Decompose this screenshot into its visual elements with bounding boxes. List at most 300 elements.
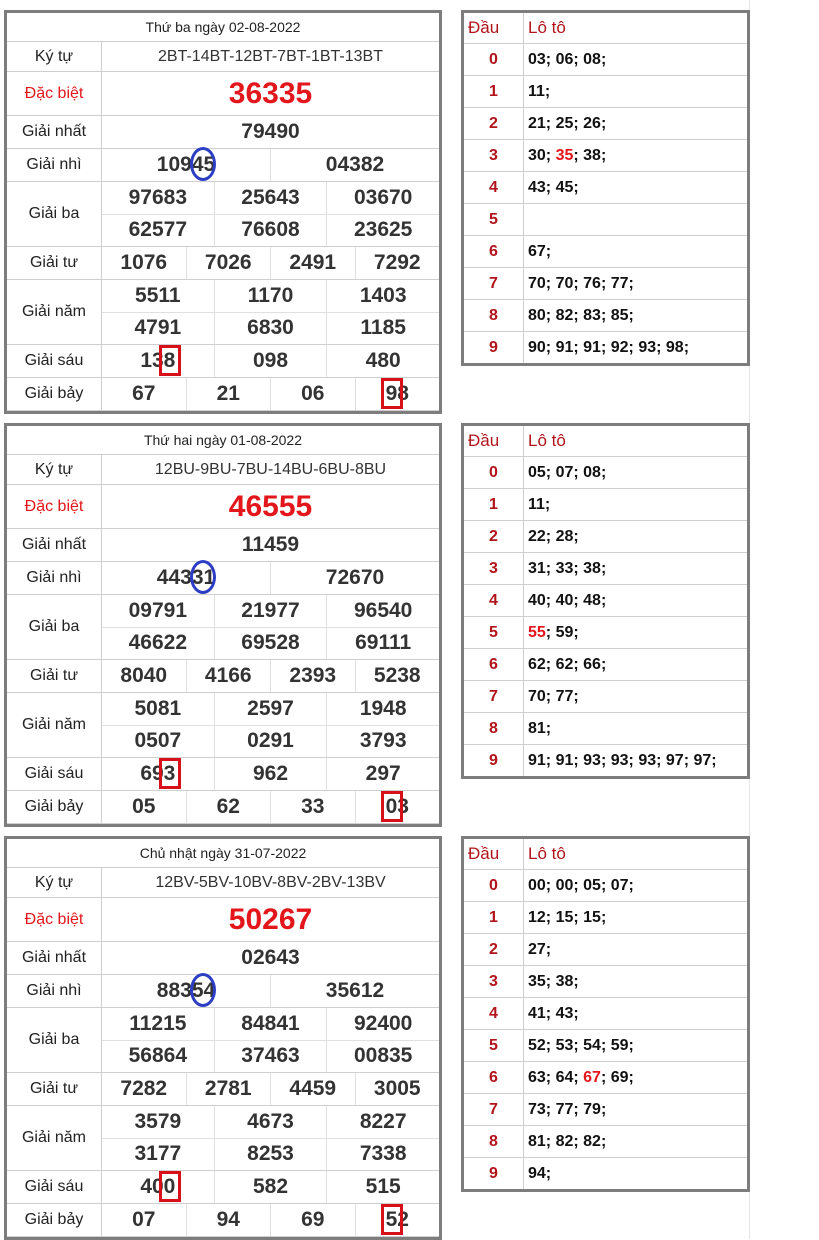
loto-number: 97 xyxy=(665,752,684,769)
prize-number: 23625 xyxy=(326,215,439,247)
loto-header xyxy=(464,13,747,44)
loto-row xyxy=(464,172,747,204)
prize-number: 7292 xyxy=(355,247,440,279)
ky-tu-code: 12BV-5BV-10BV-8BV-2BV-13BV xyxy=(155,873,386,891)
prize-number: 69528 xyxy=(214,628,327,660)
prize-number: 52 xyxy=(355,1204,440,1236)
prize-row xyxy=(7,455,439,485)
loto-row xyxy=(464,934,747,966)
loto-number: 59 xyxy=(610,1037,629,1054)
loto-number: 38 xyxy=(555,973,574,990)
prize-number: 33 xyxy=(270,791,355,823)
loto-values: 55; 59; xyxy=(528,624,579,641)
loto-number: 31 xyxy=(528,560,546,577)
loto-values: 27; xyxy=(528,941,552,958)
prize-number: 1948 xyxy=(326,693,439,725)
loto-row xyxy=(464,489,747,521)
prize-label: Giải ba xyxy=(7,1008,102,1072)
loto-number: 90 xyxy=(528,339,546,356)
prize-number: 1403 xyxy=(326,280,439,312)
loto-values: 52; 53; 54; 59; xyxy=(528,1037,634,1054)
loto-number: 35 xyxy=(528,973,546,990)
prize-number: 05 xyxy=(132,795,156,818)
loto-dau: 4 xyxy=(464,585,524,616)
loto-dau: 2 xyxy=(464,108,524,139)
prize-label: Đặc biệt xyxy=(7,898,102,941)
prize-number: 37463 xyxy=(214,1041,327,1073)
ky-tu-code: 12BU-9BU-7BU-14BU-6BU-8BU xyxy=(154,460,387,478)
loto-dau: 5 xyxy=(464,1030,524,1061)
loto-number: 93 xyxy=(583,752,601,769)
loto-header-loto: Lô tô xyxy=(528,18,566,37)
loto-table xyxy=(461,423,750,779)
loto-header-loto: Lô tô xyxy=(528,431,566,450)
loto-values: 12; 15; 15; xyxy=(528,909,607,926)
loto-number: 97 xyxy=(693,752,712,769)
prize-number: 35612 xyxy=(270,975,439,1007)
loto-values: 11; xyxy=(528,496,551,513)
loto-number: 33 xyxy=(555,560,574,577)
prize-row xyxy=(7,116,439,149)
prize-number: 92400 xyxy=(326,1008,439,1040)
loto-header-loto: Lô tô xyxy=(528,844,566,863)
prize-number: 1185 xyxy=(326,313,439,345)
loto-dau: 5 xyxy=(464,204,524,235)
loto-number: 73 xyxy=(528,1101,546,1118)
prize-label: Giải sáu xyxy=(7,1171,102,1203)
prize-row xyxy=(7,1171,439,1204)
prize-number: 11215 xyxy=(129,1011,187,1035)
loto-number: 00 xyxy=(528,877,546,894)
prize-number: 07 xyxy=(132,1208,156,1231)
loto-number: 43 xyxy=(555,1005,574,1022)
loto-dau: 9 xyxy=(464,332,524,363)
loto-dau: 6 xyxy=(464,1062,524,1093)
prize-number: 84841 xyxy=(214,1008,327,1040)
prize-number: 7338 xyxy=(326,1139,439,1171)
loto-values: 35; 38; xyxy=(528,973,579,990)
loto-number: 67 xyxy=(528,243,546,260)
prize-number: 4673 xyxy=(214,1106,327,1138)
loto-dau: 7 xyxy=(464,1094,524,1125)
loto-dau: 6 xyxy=(464,649,524,680)
prize-number: 1170 xyxy=(214,280,327,312)
loto-table xyxy=(461,10,750,366)
loto-dau: 0 xyxy=(464,870,524,901)
loto-number: 98 xyxy=(665,339,684,356)
prize-label: Giải nhất xyxy=(7,942,102,974)
loto-dau: 7 xyxy=(464,268,524,299)
prize-row xyxy=(7,595,439,660)
prize-number: 00835 xyxy=(326,1041,439,1073)
prize-number: 62 xyxy=(186,791,271,823)
prize-number: 0507 xyxy=(134,729,182,753)
loto-values: 80; 82; 83; 85; xyxy=(528,307,634,324)
loto-values: 00; 00; 05; 07; xyxy=(528,877,634,894)
loto-row xyxy=(464,1094,747,1126)
loto-number: 64 xyxy=(555,1069,574,1086)
loto-row xyxy=(464,268,747,300)
prize-number: 79490 xyxy=(241,120,300,143)
loto-dau: 5 xyxy=(464,617,524,648)
loto-number: 08 xyxy=(583,51,601,68)
loto-dau: 3 xyxy=(464,966,524,997)
loto-dau: 1 xyxy=(464,76,524,107)
prize-number: 2597 xyxy=(214,693,327,725)
loto-number: 53 xyxy=(555,1037,574,1054)
loto-number: 62 xyxy=(555,656,574,673)
prize-number: 56864 xyxy=(128,1044,188,1068)
loto-header-dau: Đầu xyxy=(464,13,524,43)
prize-number: 21977 xyxy=(214,595,327,627)
prize-row xyxy=(7,898,439,942)
loto-row xyxy=(464,585,747,617)
prize-label: Đặc biệt xyxy=(7,485,102,528)
prize-number: 03 xyxy=(355,791,440,823)
loto-values: 81; 82; 82; xyxy=(528,1133,607,1150)
prize-number: 46622 xyxy=(128,631,188,655)
loto-number: 91 xyxy=(555,752,574,769)
loto-number: 91 xyxy=(583,339,601,356)
prize-label: Giải sáu xyxy=(7,345,102,377)
prize-row xyxy=(7,975,439,1008)
loto-values: 63; 64; 67; 69; xyxy=(528,1069,634,1086)
loto-dau: 4 xyxy=(464,998,524,1029)
loto-dau: 8 xyxy=(464,1126,524,1157)
loto-row xyxy=(464,521,747,553)
loto-values: 22; 28; xyxy=(528,528,579,545)
loto-number: 81 xyxy=(528,1133,546,1150)
loto-number: 03 xyxy=(528,51,546,68)
loto-number: 91 xyxy=(555,339,574,356)
prize-number: 5081 xyxy=(134,696,182,720)
loto-number: 22 xyxy=(528,528,546,545)
prize-number: 4459 xyxy=(270,1073,355,1105)
prize-number: 3177 xyxy=(134,1142,182,1166)
loto-values: 67; xyxy=(528,243,552,260)
prize-label: Ký tự xyxy=(7,868,102,897)
loto-number: 83 xyxy=(583,307,601,324)
prize-number: 6830 xyxy=(214,313,327,345)
loto-number: 82 xyxy=(555,1133,574,1150)
prize-label: Giải ba xyxy=(7,182,102,246)
prize-number: 03670 xyxy=(326,182,439,214)
prize-number: 10945 xyxy=(156,153,216,176)
loto-header xyxy=(464,839,747,870)
prize-row xyxy=(7,247,439,280)
loto-number: 82 xyxy=(583,1133,601,1150)
prize-number: 8227 xyxy=(326,1106,439,1138)
prize-label: Giải nhất xyxy=(7,529,102,561)
prize-label: Giải nhì xyxy=(7,975,102,1007)
result-date-title: Thứ hai ngày 01-08-2022 xyxy=(7,426,439,455)
loto-values: 90; 91; 91; 92; 93; 98; xyxy=(528,339,690,356)
loto-values: 81; xyxy=(528,720,552,737)
loto-values: 91; 91; 93; 93; 93; 97; 97; xyxy=(528,752,717,769)
prize-row xyxy=(7,1106,439,1171)
loto-header-dau: Đầu xyxy=(464,426,524,456)
loto-number: 93 xyxy=(638,339,657,356)
prize-row xyxy=(7,1204,439,1237)
loto-values: 94; xyxy=(528,1165,552,1182)
loto-number: 91 xyxy=(528,752,546,769)
prize-row xyxy=(7,562,439,595)
prize-label: Giải tư xyxy=(7,1073,102,1105)
loto-dau: 1 xyxy=(464,489,524,520)
loto-number: 07 xyxy=(610,877,629,894)
loto-number: 15 xyxy=(583,909,601,926)
prize-number: 7026 xyxy=(186,247,271,279)
loto-values: 40; 40; 48; xyxy=(528,592,607,609)
prize-number: 582 xyxy=(214,1171,327,1203)
loto-number: 55 xyxy=(528,624,546,641)
prize-row xyxy=(7,345,439,378)
loto-number: 30 xyxy=(528,147,546,164)
loto-number: 27 xyxy=(528,941,546,958)
loto-row xyxy=(464,1158,747,1189)
loto-number: 54 xyxy=(583,1037,601,1054)
loto-dau: 2 xyxy=(464,934,524,965)
loto-row xyxy=(464,713,747,745)
loto-row xyxy=(464,681,747,713)
loto-number: 05 xyxy=(528,464,546,481)
special-prize-number: 36335 xyxy=(228,76,313,110)
prize-label: Ký tự xyxy=(7,42,102,71)
prize-number: 8040 xyxy=(120,664,168,687)
loto-dau: 1 xyxy=(464,902,524,933)
loto-number: 12 xyxy=(528,909,546,926)
loto-number: 08 xyxy=(583,464,601,481)
loto-number: 25 xyxy=(555,115,574,132)
loto-values: 70; 70; 76; 77; xyxy=(528,275,634,292)
loto-values: 11; xyxy=(528,83,551,100)
prize-number: 5238 xyxy=(355,660,440,692)
loto-dau: 0 xyxy=(464,44,524,75)
prize-number: 5511 xyxy=(135,283,181,307)
prize-number: 44331 xyxy=(156,566,216,589)
loto-number: 67 xyxy=(583,1069,601,1086)
prize-label: Giải năm xyxy=(7,280,102,344)
prize-row xyxy=(7,42,439,72)
loto-number: 76 xyxy=(583,275,601,292)
loto-values: 70; 77; xyxy=(528,688,579,705)
loto-number: 43 xyxy=(528,179,546,196)
loto-number: 70 xyxy=(528,275,546,292)
prize-number: 480 xyxy=(326,345,439,377)
prize-number: 3579 xyxy=(134,1109,182,1133)
prize-number: 693 xyxy=(140,762,176,785)
loto-number: 93 xyxy=(610,752,629,769)
prize-number: 97683 xyxy=(128,185,188,209)
loto-row xyxy=(464,649,747,681)
prize-number: 96540 xyxy=(326,595,439,627)
loto-values xyxy=(524,204,747,235)
prize-number: 76608 xyxy=(214,215,327,247)
loto-row xyxy=(464,300,747,332)
loto-values: 43; 45; xyxy=(528,179,579,196)
result-table xyxy=(4,10,442,414)
prize-label: Giải năm xyxy=(7,693,102,757)
loto-dau: 9 xyxy=(464,745,524,776)
prize-number: 02643 xyxy=(241,946,300,969)
loto-number: 81 xyxy=(528,720,546,737)
loto-number: 38 xyxy=(583,147,601,164)
loto-number: 63 xyxy=(528,1069,546,1086)
prize-number: 4791 xyxy=(134,316,182,340)
prize-row xyxy=(7,1008,439,1073)
loto-row xyxy=(464,140,747,172)
loto-number: 45 xyxy=(555,179,574,196)
loto-dau: 8 xyxy=(464,300,524,331)
loto-row xyxy=(464,1030,747,1062)
prize-number: 2393 xyxy=(270,660,355,692)
loto-number: 11 xyxy=(528,83,545,100)
prize-label: Giải năm xyxy=(7,1106,102,1170)
loto-values: 03; 06; 08; xyxy=(528,51,607,68)
prize-number: 09791 xyxy=(128,598,188,622)
loto-number: 79 xyxy=(583,1101,601,1118)
loto-dau: 9 xyxy=(464,1158,524,1189)
loto-values: 31; 33; 38; xyxy=(528,560,607,577)
prize-number: 962 xyxy=(214,758,327,790)
loto-number: 40 xyxy=(555,592,574,609)
loto-number: 69 xyxy=(610,1069,629,1086)
prize-number: 11459 xyxy=(241,533,300,556)
special-prize-number: 46555 xyxy=(228,489,313,523)
loto-values: 21; 25; 26; xyxy=(528,115,607,132)
prize-number: 72670 xyxy=(270,562,439,594)
loto-number: 05 xyxy=(583,877,601,894)
prize-row xyxy=(7,1073,439,1106)
prize-number: 4166 xyxy=(186,660,271,692)
loto-table xyxy=(461,836,750,1192)
prize-number: 21 xyxy=(186,378,271,410)
ky-tu-code: 2BT-14BT-12BT-7BT-1BT-13BT xyxy=(158,47,383,65)
prize-number: 94 xyxy=(186,1204,271,1236)
loto-number: 70 xyxy=(555,275,574,292)
loto-values: 73; 77; 79; xyxy=(528,1101,607,1118)
result-date-title: Chủ nhật ngày 31-07-2022 xyxy=(7,839,439,868)
loto-row xyxy=(464,108,747,140)
result-table xyxy=(4,836,442,1240)
loto-row xyxy=(464,1062,747,1094)
prize-label: Giải tư xyxy=(7,660,102,692)
loto-number: 40 xyxy=(528,592,546,609)
prize-number: 2491 xyxy=(270,247,355,279)
prize-number: 098 xyxy=(214,345,327,377)
loto-values: 62; 62; 66; xyxy=(528,656,607,673)
loto-dau: 3 xyxy=(464,140,524,171)
prize-row xyxy=(7,791,439,824)
loto-row xyxy=(464,553,747,585)
prize-row xyxy=(7,758,439,791)
prize-row xyxy=(7,693,439,758)
loto-number: 41 xyxy=(528,1005,546,1022)
prize-number: 04382 xyxy=(270,149,439,181)
prize-number: 69111 xyxy=(326,628,439,660)
loto-row xyxy=(464,998,747,1030)
special-prize-number: 50267 xyxy=(228,902,313,936)
loto-row xyxy=(464,457,747,489)
prize-row xyxy=(7,942,439,975)
loto-number: 48 xyxy=(583,592,601,609)
loto-dau: 8 xyxy=(464,713,524,744)
loto-number: 92 xyxy=(610,339,629,356)
prize-number: 297 xyxy=(326,758,439,790)
prize-row xyxy=(7,72,439,116)
prize-label: Giải nhất xyxy=(7,116,102,148)
loto-number: 00 xyxy=(555,877,574,894)
prize-number: 400 xyxy=(140,1175,176,1198)
loto-number: 26 xyxy=(583,115,601,132)
loto-dau: 7 xyxy=(464,681,524,712)
loto-number: 15 xyxy=(555,909,574,926)
loto-dau: 3 xyxy=(464,553,524,584)
loto-row xyxy=(464,236,747,268)
loto-number: 28 xyxy=(555,528,574,545)
loto-number: 77 xyxy=(610,275,629,292)
loto-number: 80 xyxy=(528,307,546,324)
prize-number: 3005 xyxy=(355,1073,440,1105)
loto-number: 82 xyxy=(555,307,574,324)
loto-number: 77 xyxy=(555,688,574,705)
result-date-title: Thứ ba ngày 02-08-2022 xyxy=(7,13,439,42)
prize-number: 88354 xyxy=(156,979,216,1002)
prize-row xyxy=(7,868,439,898)
loto-header-dau: Đầu xyxy=(464,839,524,869)
prize-label: Giải nhì xyxy=(7,149,102,181)
loto-row xyxy=(464,870,747,902)
loto-dau: 4 xyxy=(464,172,524,203)
loto-number: 35 xyxy=(555,147,574,164)
prize-row xyxy=(7,660,439,693)
loto-dau: 0 xyxy=(464,457,524,488)
loto-number: 85 xyxy=(610,307,629,324)
loto-number: 07 xyxy=(555,464,574,481)
prize-number: 67 xyxy=(132,382,156,405)
prize-label: Đặc biệt xyxy=(7,72,102,115)
prize-number: 98 xyxy=(355,378,440,410)
loto-row xyxy=(464,745,747,776)
prize-number: 0291 xyxy=(214,726,327,758)
prize-number: 06 xyxy=(270,378,355,410)
prize-number: 25643 xyxy=(214,182,327,214)
prize-label: Giải nhì xyxy=(7,562,102,594)
prize-label: Giải bảy xyxy=(7,378,102,410)
loto-number: 94 xyxy=(528,1165,546,1182)
loto-row xyxy=(464,204,747,236)
loto-row xyxy=(464,966,747,998)
loto-number: 77 xyxy=(555,1101,574,1118)
loto-values: 30; 35; 38; xyxy=(528,147,607,164)
loto-number: 70 xyxy=(528,688,546,705)
loto-dau: 2 xyxy=(464,521,524,552)
loto-row xyxy=(464,76,747,108)
prize-row xyxy=(7,378,439,411)
prize-number: 2781 xyxy=(186,1073,271,1105)
prize-row xyxy=(7,149,439,182)
prize-row xyxy=(7,182,439,247)
loto-number: 59 xyxy=(555,624,574,641)
loto-values: 05; 07; 08; xyxy=(528,464,607,481)
loto-row xyxy=(464,1126,747,1158)
prize-label: Giải sáu xyxy=(7,758,102,790)
prize-number: 8253 xyxy=(214,1139,327,1171)
prize-number: 69 xyxy=(270,1204,355,1236)
prize-number: 3793 xyxy=(326,726,439,758)
loto-row xyxy=(464,332,747,363)
prize-label: Giải bảy xyxy=(7,1204,102,1236)
